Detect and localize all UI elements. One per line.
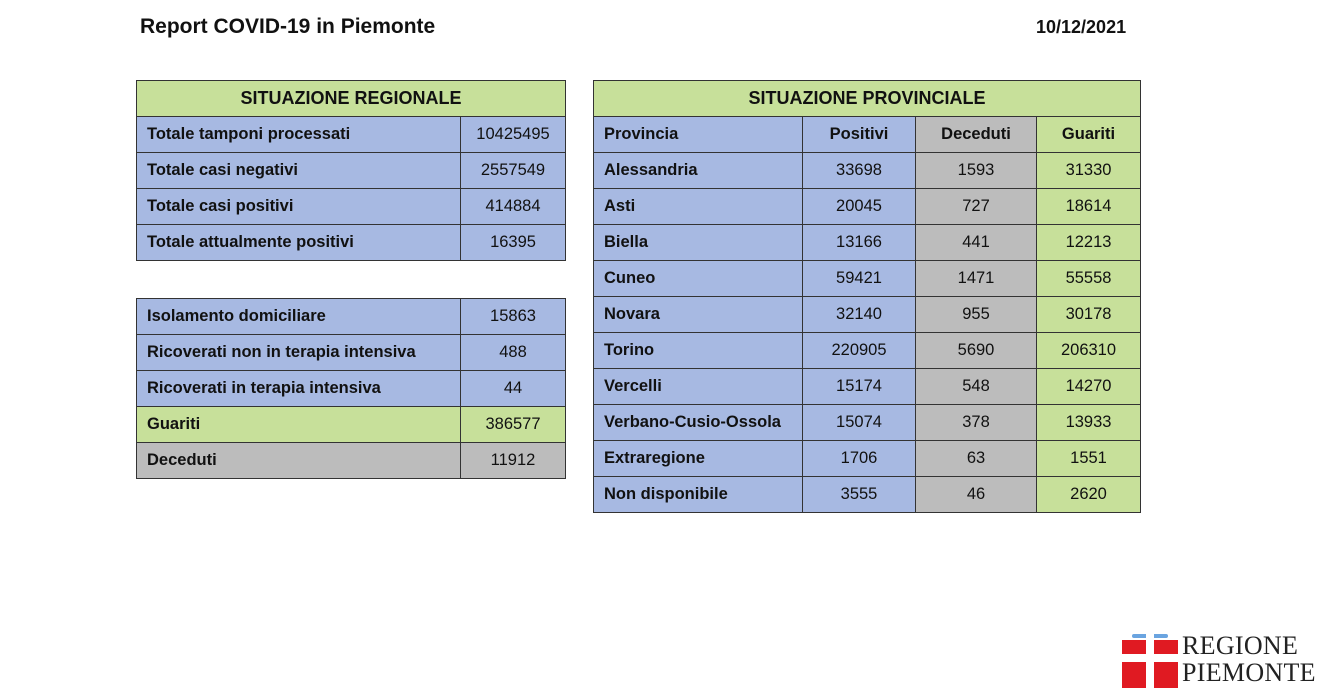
- table-row: [594, 369, 1141, 405]
- table-row: [137, 225, 566, 261]
- guariti-value: 18614: [1037, 189, 1141, 225]
- province-name: Asti: [594, 189, 803, 225]
- table-row: [594, 225, 1141, 261]
- positivi-value: 3555: [803, 477, 916, 513]
- deceduti-value: 441: [916, 225, 1037, 261]
- guariti-value: 12213: [1037, 225, 1141, 261]
- row-value: 488: [461, 335, 566, 371]
- regione-piemonte-emblem-icon: [1122, 632, 1178, 688]
- row-value: 15863: [461, 299, 566, 335]
- row-label: Ricoverati in terapia intensiva: [137, 371, 461, 407]
- table-row: [594, 261, 1141, 297]
- province-name: Non disponibile: [594, 477, 803, 513]
- table-row: [137, 371, 566, 407]
- guariti-value: 1551: [1037, 441, 1141, 477]
- positivi-value: 15074: [803, 405, 916, 441]
- regional-summary-table: [136, 80, 566, 261]
- report-title: Report COVID-19 in Piemonte: [140, 15, 436, 38]
- province-name: Novara: [594, 297, 803, 333]
- province-name: Extraregione: [594, 441, 803, 477]
- province-name: Biella: [594, 225, 803, 261]
- row-label: Totale tamponi processati: [137, 117, 461, 153]
- guariti-value: 13933: [1037, 405, 1141, 441]
- positivi-value: 32140: [803, 297, 916, 333]
- row-label: Deceduti: [137, 443, 461, 479]
- guariti-value: 31330: [1037, 153, 1141, 189]
- guariti-value: 55558: [1037, 261, 1141, 297]
- row-value: 11912: [461, 443, 566, 479]
- row-label: Totale attualmente positivi: [137, 225, 461, 261]
- provincial-table: [593, 80, 1141, 513]
- deceduti-value: 5690: [916, 333, 1037, 369]
- report-date: 10/12/2021: [1036, 17, 1127, 37]
- table-row: [137, 117, 566, 153]
- table-row: [594, 477, 1141, 513]
- logo-line-1: REGIONE: [1182, 631, 1299, 660]
- positivi-value: 20045: [803, 189, 916, 225]
- table-row: [594, 441, 1141, 477]
- table-row: [594, 405, 1141, 441]
- row-value: 386577: [461, 407, 566, 443]
- table-row: [137, 153, 566, 189]
- row-value: 16395: [461, 225, 566, 261]
- column-header-row: [594, 117, 1141, 153]
- table-row: [594, 333, 1141, 369]
- regional-heading: SITUAZIONE REGIONALE: [137, 81, 566, 117]
- province-name: Torino: [594, 333, 803, 369]
- table-header-row: [137, 81, 566, 117]
- row-label: Isolamento domiciliare: [137, 299, 461, 335]
- guariti-value: 30178: [1037, 297, 1141, 333]
- regione-piemonte-logo: [1122, 631, 1316, 688]
- column-header-deceduti: Deceduti: [916, 117, 1037, 153]
- logo-line-2: PIEMONTE: [1182, 658, 1316, 687]
- positivi-value: 220905: [803, 333, 916, 369]
- table-row: [137, 189, 566, 225]
- table-row: [594, 153, 1141, 189]
- guariti-value: 206310: [1037, 333, 1141, 369]
- row-value: 44: [461, 371, 566, 407]
- deceduti-value: 46: [916, 477, 1037, 513]
- column-header-positivi: Positivi: [803, 117, 916, 153]
- positivi-value: 13166: [803, 225, 916, 261]
- column-header-guariti: Guariti: [1037, 117, 1141, 153]
- positivi-value: 1706: [803, 441, 916, 477]
- deceduti-value: 727: [916, 189, 1037, 225]
- deceduti-value: 955: [916, 297, 1037, 333]
- guariti-value: 14270: [1037, 369, 1141, 405]
- deceduti-value: 378: [916, 405, 1037, 441]
- row-label: Totale casi negativi: [137, 153, 461, 189]
- logo-text: [1182, 632, 1316, 686]
- province-name: Vercelli: [594, 369, 803, 405]
- row-value: 2557549: [461, 153, 566, 189]
- provincial-heading: SITUAZIONE PROVINCIALE: [594, 81, 1141, 117]
- row-label: Guariti: [137, 407, 461, 443]
- table-row: [594, 189, 1141, 225]
- table-row: [137, 335, 566, 371]
- province-name: Alessandria: [594, 153, 803, 189]
- table-row: [137, 299, 566, 335]
- positivi-value: 33698: [803, 153, 916, 189]
- deceduti-value: 1593: [916, 153, 1037, 189]
- deceduti-value: 1471: [916, 261, 1037, 297]
- province-name: Verbano-Cusio-Ossola: [594, 405, 803, 441]
- row-value: 414884: [461, 189, 566, 225]
- guariti-value: 2620: [1037, 477, 1141, 513]
- deceduti-value: 63: [916, 441, 1037, 477]
- positivi-value: 15174: [803, 369, 916, 405]
- row-label: Ricoverati non in terapia intensiva: [137, 335, 461, 371]
- province-name: Cuneo: [594, 261, 803, 297]
- row-label: Totale casi positivi: [137, 189, 461, 225]
- table-row-guariti: [137, 407, 566, 443]
- regional-detail-table: [136, 298, 566, 479]
- positivi-value: 59421: [803, 261, 916, 297]
- table-row: [594, 297, 1141, 333]
- column-header-provincia: Provincia: [594, 117, 803, 153]
- table-header-row: [594, 81, 1141, 117]
- row-value: 10425495: [461, 117, 566, 153]
- deceduti-value: 548: [916, 369, 1037, 405]
- table-row-deceduti: [137, 443, 566, 479]
